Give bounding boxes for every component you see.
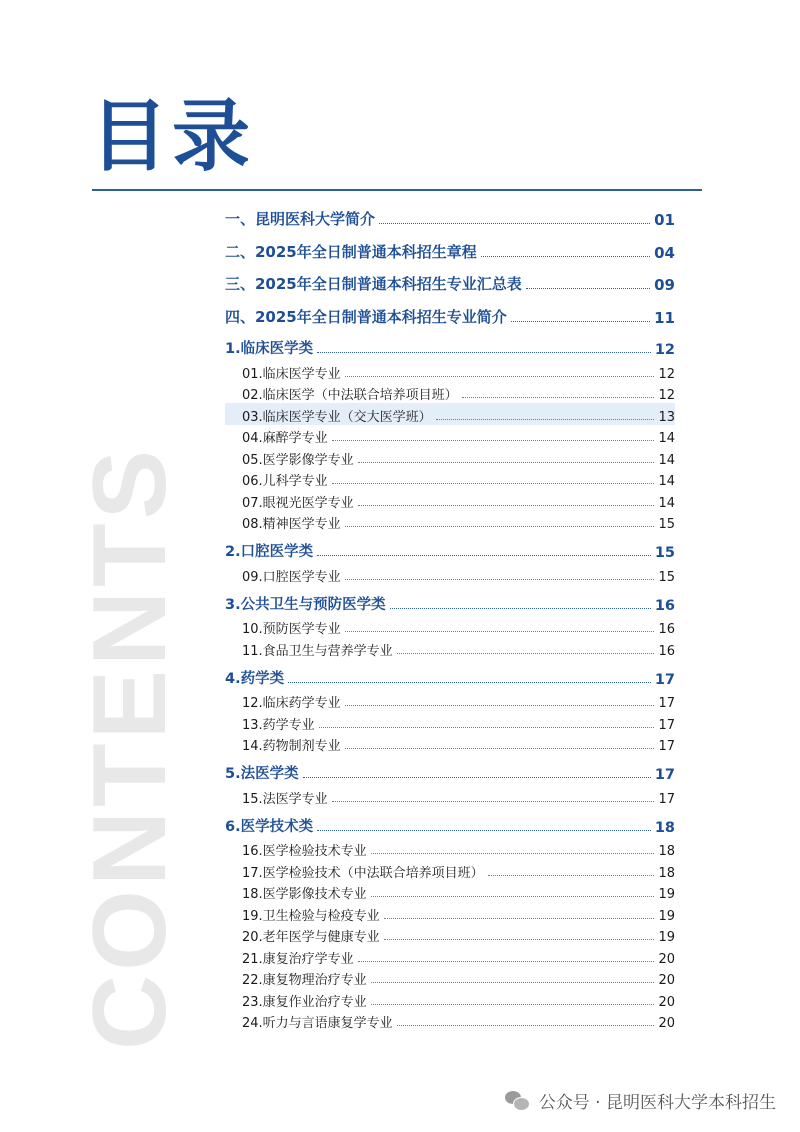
dot-leader (345, 376, 655, 377)
category-label: 2.口腔医学类 (225, 544, 314, 561)
page-number: 12 (654, 342, 675, 359)
toc-category[interactable] (225, 337, 675, 358)
item-label: 19.卫生检验与检疫专业 (242, 908, 380, 924)
page-number: 19 (658, 908, 675, 924)
toc-category[interactable] (225, 593, 675, 614)
dot-leader (371, 853, 655, 854)
toc-item[interactable] (225, 924, 675, 946)
toc-item[interactable] (225, 711, 675, 733)
dot-leader (317, 352, 651, 353)
dot-leader (345, 579, 655, 580)
dot-leader (462, 397, 655, 398)
category-label: 6.医学技术类 (225, 818, 314, 835)
dot-leader (345, 705, 655, 706)
toc-item[interactable] (225, 616, 675, 638)
toc-item[interactable] (225, 360, 675, 382)
table-of-contents (225, 207, 675, 1031)
page-number: 04 (654, 243, 675, 262)
item-label: 20.老年医学与健康专业 (242, 930, 380, 946)
page-number: 14 (658, 452, 675, 468)
page-number: 20 (658, 973, 675, 989)
dot-leader (371, 1004, 655, 1005)
dot-leader (397, 1025, 655, 1026)
toc-item[interactable] (225, 733, 675, 755)
page-number: 18 (654, 819, 675, 836)
toc-item[interactable] (225, 637, 675, 659)
toc-item[interactable] (225, 511, 675, 533)
entry-label: 三、2025年全日制普通本科招生专业汇总表 (225, 275, 522, 294)
title-divider (92, 189, 702, 191)
contents-watermark: CONTENTS (72, 446, 188, 1050)
page-number: 19 (658, 887, 675, 903)
toc-category[interactable] (225, 667, 675, 688)
item-label: 04.麻醉学专业 (242, 431, 328, 447)
toc-item[interactable] (225, 988, 675, 1010)
page-number: 19 (658, 930, 675, 946)
page-number: 12 (658, 366, 675, 382)
toc-item[interactable] (225, 785, 675, 807)
page-number: 01 (654, 211, 675, 229)
toc-main-entry[interactable] (225, 305, 675, 327)
category-label: 4.药学类 (225, 670, 285, 687)
page-number: 17 (654, 671, 675, 688)
item-label: 21.康复治疗学专业 (242, 951, 354, 967)
item-label: 15.法医学专业 (242, 791, 328, 807)
dot-leader (332, 440, 655, 441)
dot-leader (379, 223, 650, 224)
footer-text: 公众号 · 昆明医科大学本科招生 (538, 1093, 776, 1113)
toc-category[interactable] (225, 815, 675, 836)
page-title: 目录 (90, 92, 255, 182)
toc-item[interactable] (225, 881, 675, 903)
dot-leader (511, 321, 650, 322)
toc-item[interactable] (225, 446, 675, 468)
toc-main-entry[interactable] (225, 240, 675, 262)
dot-leader (481, 256, 650, 257)
dot-leader (390, 608, 651, 609)
page-number: 09 (654, 276, 675, 295)
page-number: 14 (658, 431, 675, 447)
page-number: 18 (658, 844, 675, 860)
toc-main-entry[interactable] (225, 207, 675, 229)
dot-leader (358, 462, 655, 463)
dot-leader (358, 505, 655, 506)
page-number: 16 (658, 643, 675, 659)
dot-leader (384, 939, 655, 940)
item-label: 01.临床医学专业 (242, 366, 341, 382)
category-label: 3.公共卫生与预防医学类 (225, 596, 386, 613)
category-label: 1.临床医学类 (225, 341, 314, 358)
toc-item[interactable] (225, 489, 675, 511)
toc-item-highlighted[interactable] (225, 403, 675, 425)
toc-item[interactable] (225, 859, 675, 881)
page-number: 20 (658, 1016, 675, 1032)
dot-leader (332, 483, 655, 484)
page-number: 17 (658, 739, 675, 755)
toc-item[interactable] (225, 425, 675, 447)
toc-item[interactable] (225, 1010, 675, 1032)
dot-leader (384, 918, 655, 919)
item-label: 07.眼视光医学专业 (242, 495, 354, 511)
item-label: 17.医学检验技术（中法联合培养项目班） (242, 865, 484, 881)
page-number: 15 (658, 569, 675, 585)
item-label: 16.医学检验技术专业 (242, 844, 367, 860)
dot-leader (358, 961, 655, 962)
item-label: 06.儿科学专业 (242, 474, 328, 490)
item-label: 23.康复作业治疗专业 (242, 994, 367, 1010)
dot-leader (371, 982, 655, 983)
item-label: 10.预防医学专业 (242, 622, 341, 638)
page-number: 16 (654, 597, 675, 614)
wechat-icon (505, 1091, 531, 1111)
dot-leader (488, 875, 655, 876)
dot-leader (526, 288, 650, 289)
toc-item[interactable] (225, 690, 675, 712)
dot-leader (317, 830, 651, 831)
dot-leader (288, 682, 651, 683)
page-number: 14 (658, 495, 675, 511)
item-label: 12.临床药学专业 (242, 696, 341, 712)
dot-leader (319, 727, 655, 728)
category-label: 5.法医学类 (225, 766, 299, 783)
entry-label: 二、2025年全日制普通本科招生章程 (225, 242, 477, 261)
item-label: 24.听力与言语康复学专业 (242, 1016, 393, 1032)
item-label: 13.药学专业 (242, 717, 315, 733)
page-number: 14 (658, 474, 675, 490)
item-label: 22.康复物理治疗专业 (242, 973, 367, 989)
toc-item[interactable] (225, 838, 675, 860)
page-number: 15 (654, 545, 675, 562)
item-label: 05.医学影像学专业 (242, 452, 354, 468)
dot-leader (397, 653, 655, 654)
page-number: 17 (658, 791, 675, 807)
entry-label: 一、昆明医科大学简介 (225, 210, 376, 228)
dot-leader (345, 748, 655, 749)
page-number: 11 (654, 308, 675, 327)
page-number: 12 (658, 388, 675, 404)
toc-item[interactable] (225, 382, 675, 404)
item-label: 14.药物制剂专业 (242, 739, 341, 755)
toc-item[interactable] (225, 945, 675, 967)
page-number: 17 (658, 717, 675, 733)
toc-category[interactable] (225, 540, 675, 561)
page-number: 17 (654, 767, 675, 784)
page-number: 13 (658, 409, 675, 425)
dot-leader (371, 896, 655, 897)
page-number: 16 (658, 622, 675, 638)
dot-leader (303, 777, 651, 778)
toc-item[interactable] (225, 902, 675, 924)
toc-item[interactable] (225, 468, 675, 490)
entry-label: 四、2025年全日制普通本科招生专业简介 (225, 307, 507, 326)
dot-leader (332, 801, 655, 802)
dot-leader (345, 631, 655, 632)
toc-category[interactable] (225, 762, 675, 783)
page-number: 18 (658, 865, 675, 881)
item-label: 03.临床医学专业（交大医学班） (242, 409, 432, 425)
dot-leader (317, 555, 651, 556)
page-number: 20 (658, 994, 675, 1010)
page-number: 20 (658, 951, 675, 967)
item-label: 09.口腔医学专业 (242, 569, 341, 585)
toc-item[interactable] (225, 967, 675, 989)
item-label: 11.食品卫生与营养学专业 (242, 643, 393, 659)
dot-leader (345, 526, 655, 527)
item-label: 02.临床医学（中法联合培养项目班） (242, 388, 458, 404)
wechat-account-footer (505, 1088, 776, 1113)
toc-main-entry[interactable] (225, 272, 675, 294)
item-label: 08.精神医学专业 (242, 517, 341, 533)
toc-item[interactable] (225, 563, 675, 585)
page-number: 15 (658, 517, 675, 533)
dot-leader (436, 419, 655, 420)
item-label: 18.医学影像技术专业 (242, 887, 367, 903)
page-number: 17 (658, 696, 675, 712)
